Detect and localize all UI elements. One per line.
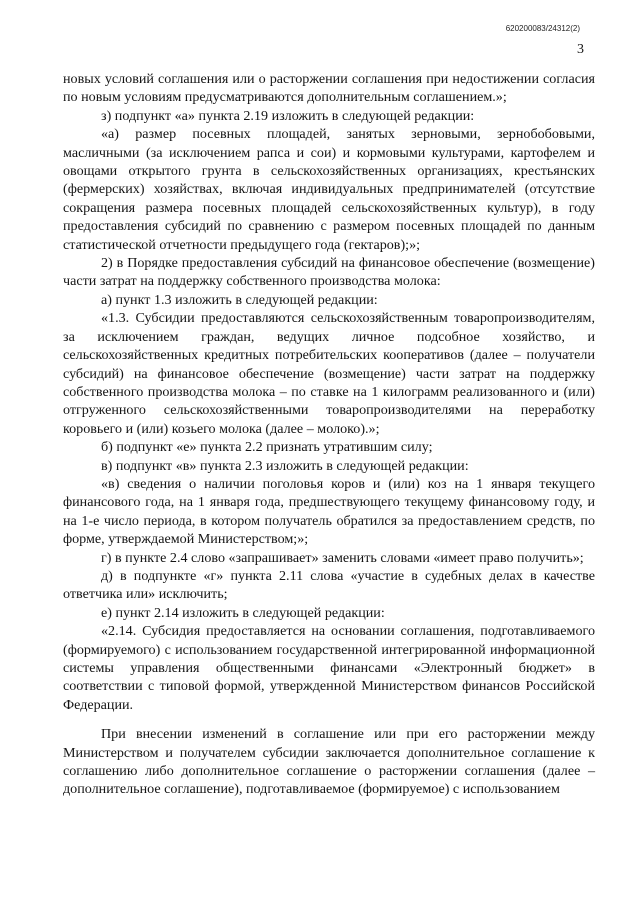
paragraph: «1.3. Субсидии предоставляются сельскохозяйственным товаропроизводителям, за исключением граждан, ведущих личное подсобное хозяйство, и сельскохозяйственных кредитных потребительских кооперативов (далее – получатели субсидий) на финансовое обеспечение (возмещение) части затрат на поддержку собственного производства молока – по ставке на 1 килограмм реализованного и (или) отгруженного сельскохозяйственными товаропроизводителями на переработку коровьего и (или) козьего молока (далее – молоко).»; [63, 310, 595, 437]
document-body [63, 70, 595, 799]
paragraph: При внесении изменений в соглашение или при его расторжении между Министерством и получателем субсидии заключается дополнительное соглашение к соглашению либо дополнительное соглашение о расторжении соглашения (далее – дополнительное соглашение), подготавливаемое (формируемое) с использованием [63, 726, 595, 798]
paragraph: д) в подпункте «г» пункта 2.11 слова «участие в судебных делах в качестве ответчика или» исключить; [63, 567, 595, 603]
paragraph: з) подпункт «а» пункта 2.19 изложить в следующей редакции: [101, 107, 475, 124]
document-code: 620200083/24312(2) [505, 24, 580, 33]
paragraph: «а) размер посевных площадей, занятых зерновыми, зернобобовыми, масличными (за исключением рапса и сои) и кормовыми культурами, картофелем и овощами открытого грунта в сельскохозяйственных организациях, крестьянских (фермерских) хозяйствах, включая индивидуальных предпринимателей (отсутствие сокращения размера посевных площадей сельскохозяйственных культур), в году предоставления субсидий по сравнению с размером посевных площадей по данным статистической отчетности предыдущего года (гектаров);»; [63, 126, 595, 253]
paragraph: б) подпункт «е» пункта 2.2 признать утратившим силу; [101, 439, 433, 456]
paragraph: новых условий соглашения или о расторжении соглашения при недостижении согласия по новым условиям предусматриваются дополнительным соглашением.»; [63, 71, 595, 106]
paragraph: «2.14. Субсидия предоставляется на основании соглашения, подготавливаемого (формируемого) с использованием государственной интегрированной информационной системы управления общественными финансами «Электронный бюджет» в соответствии с типовой формой, утвержденной Министерством финансов Российской Федерации. [63, 623, 595, 713]
paragraph: а) пункт 1.3 изложить в следующей редакции: [101, 291, 378, 308]
page-number: 3 [577, 42, 584, 57]
paragraph: г) в пункте 2.4 слово «запрашивает» заменить словами «имеет право получить»; [101, 549, 584, 566]
paragraph: в) подпункт «в» пункта 2.3 изложить в следующей редакции: [101, 457, 469, 474]
paragraph: «в) сведения о наличии поголовья коров и (или) коз на 1 января текущего финансового года, на 1 января года, предшествующего текущему финансовому году, и на 1-е число периода, в котором получатель обратился за предоставлением средств, по форме, утверждаемой Министерством;»; [63, 475, 595, 548]
paragraph: 2) в Порядке предоставления субсидий на финансовое обеспечение (возмещение) части затрат на поддержку собственного производства молока: [63, 255, 595, 290]
paragraph: е) пункт 2.14 изложить в следующей редакции: [101, 604, 385, 621]
